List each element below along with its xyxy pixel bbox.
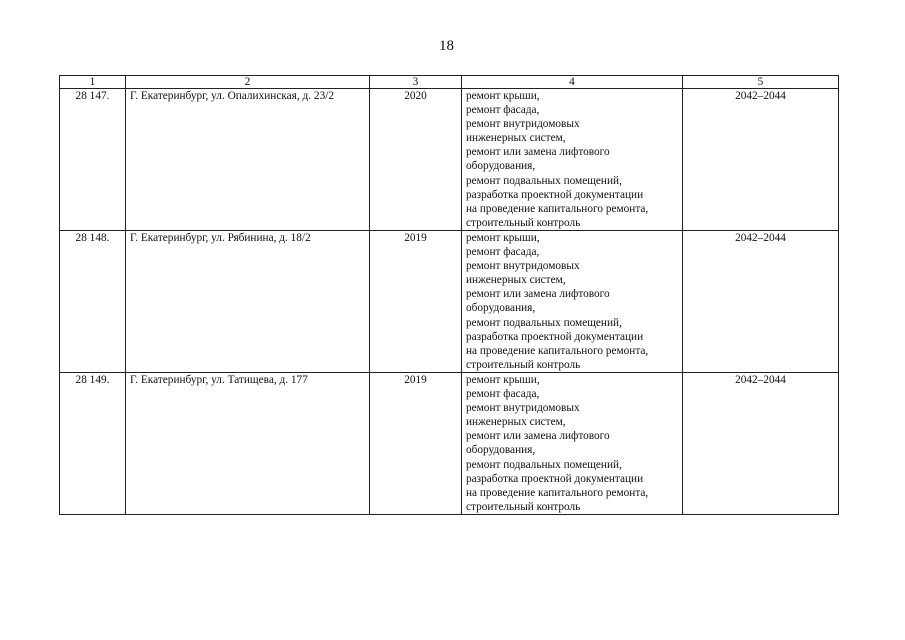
column-header-5: 5 [683, 76, 839, 89]
work-item: ремонт внутридомовых [466, 118, 580, 131]
work-item: оборудования, [466, 444, 536, 457]
page-number: 18 [439, 38, 454, 54]
row-number: 28 147. [60, 89, 126, 231]
work-item: оборудования, [466, 160, 536, 173]
commission-year: 2019 [370, 373, 462, 515]
work-item: ремонт внутридомовых [466, 402, 580, 415]
work-item: ремонт крыши, [466, 90, 540, 102]
column-header-2: 2 [126, 76, 370, 89]
work-item: инженерных систем, [466, 274, 566, 287]
column-header-3: 3 [370, 76, 462, 89]
table-row [60, 373, 839, 515]
row-number: 28 149. [60, 373, 126, 515]
work-item: строительный контроль [466, 216, 581, 229]
work-item: ремонт подвальных помещений, [466, 174, 622, 187]
table-header-row [60, 76, 839, 89]
work-item: ремонт фасада, [466, 104, 540, 117]
work-item: ремонт подвальных помещений, [466, 458, 622, 471]
works-list [462, 89, 683, 231]
work-item: ремонт фасада, [466, 388, 540, 401]
commission-year: 2019 [370, 231, 462, 373]
column-header-4: 4 [462, 76, 683, 89]
works-list [462, 373, 683, 515]
work-item: разработка проектной документации [466, 188, 644, 201]
commission-year: 2020 [370, 89, 462, 231]
column-header-1: 1 [60, 76, 126, 89]
works-schedule-table [59, 75, 839, 515]
planned-period: 2042–2044 [683, 373, 839, 515]
work-item: ремонт подвальных помещений, [466, 316, 622, 329]
work-item: ремонт или замена лифтового [466, 430, 610, 443]
work-item: ремонт или замена лифтового [466, 288, 610, 301]
work-item: оборудования, [466, 302, 536, 315]
work-item: разработка проектной документации [466, 330, 644, 343]
building-address: Г. Екатеринбург, ул. Опалихинская, д. 23/2 [126, 89, 370, 231]
works-list [462, 231, 683, 373]
table-row [60, 231, 839, 373]
work-item: инженерных систем, [466, 416, 566, 429]
work-item: на проведение капитального ремонта, [466, 486, 649, 499]
work-item: строительный контроль [466, 500, 581, 513]
table-row [60, 89, 839, 231]
building-address: Г. Екатеринбург, ул. Рябинина, д. 18/2 [126, 231, 370, 373]
work-item: ремонт фасада, [466, 246, 540, 259]
work-item: на проведение капитального ремонта, [466, 344, 649, 357]
building-address: Г. Екатеринбург, ул. Татищева, д. 177 [126, 373, 370, 515]
work-item: ремонт или замена лифтового [466, 146, 610, 159]
work-item: ремонт крыши, [466, 232, 540, 244]
work-item: инженерных систем, [466, 132, 566, 145]
work-item: ремонт внутридомовых [466, 260, 580, 273]
work-item: разработка проектной документации [466, 472, 644, 485]
planned-period: 2042–2044 [683, 89, 839, 231]
work-item: ремонт крыши, [466, 374, 540, 386]
planned-period: 2042–2044 [683, 231, 839, 373]
work-item: строительный контроль [466, 358, 581, 371]
work-item: на проведение капитального ремонта, [466, 202, 649, 215]
row-number: 28 148. [60, 231, 126, 373]
